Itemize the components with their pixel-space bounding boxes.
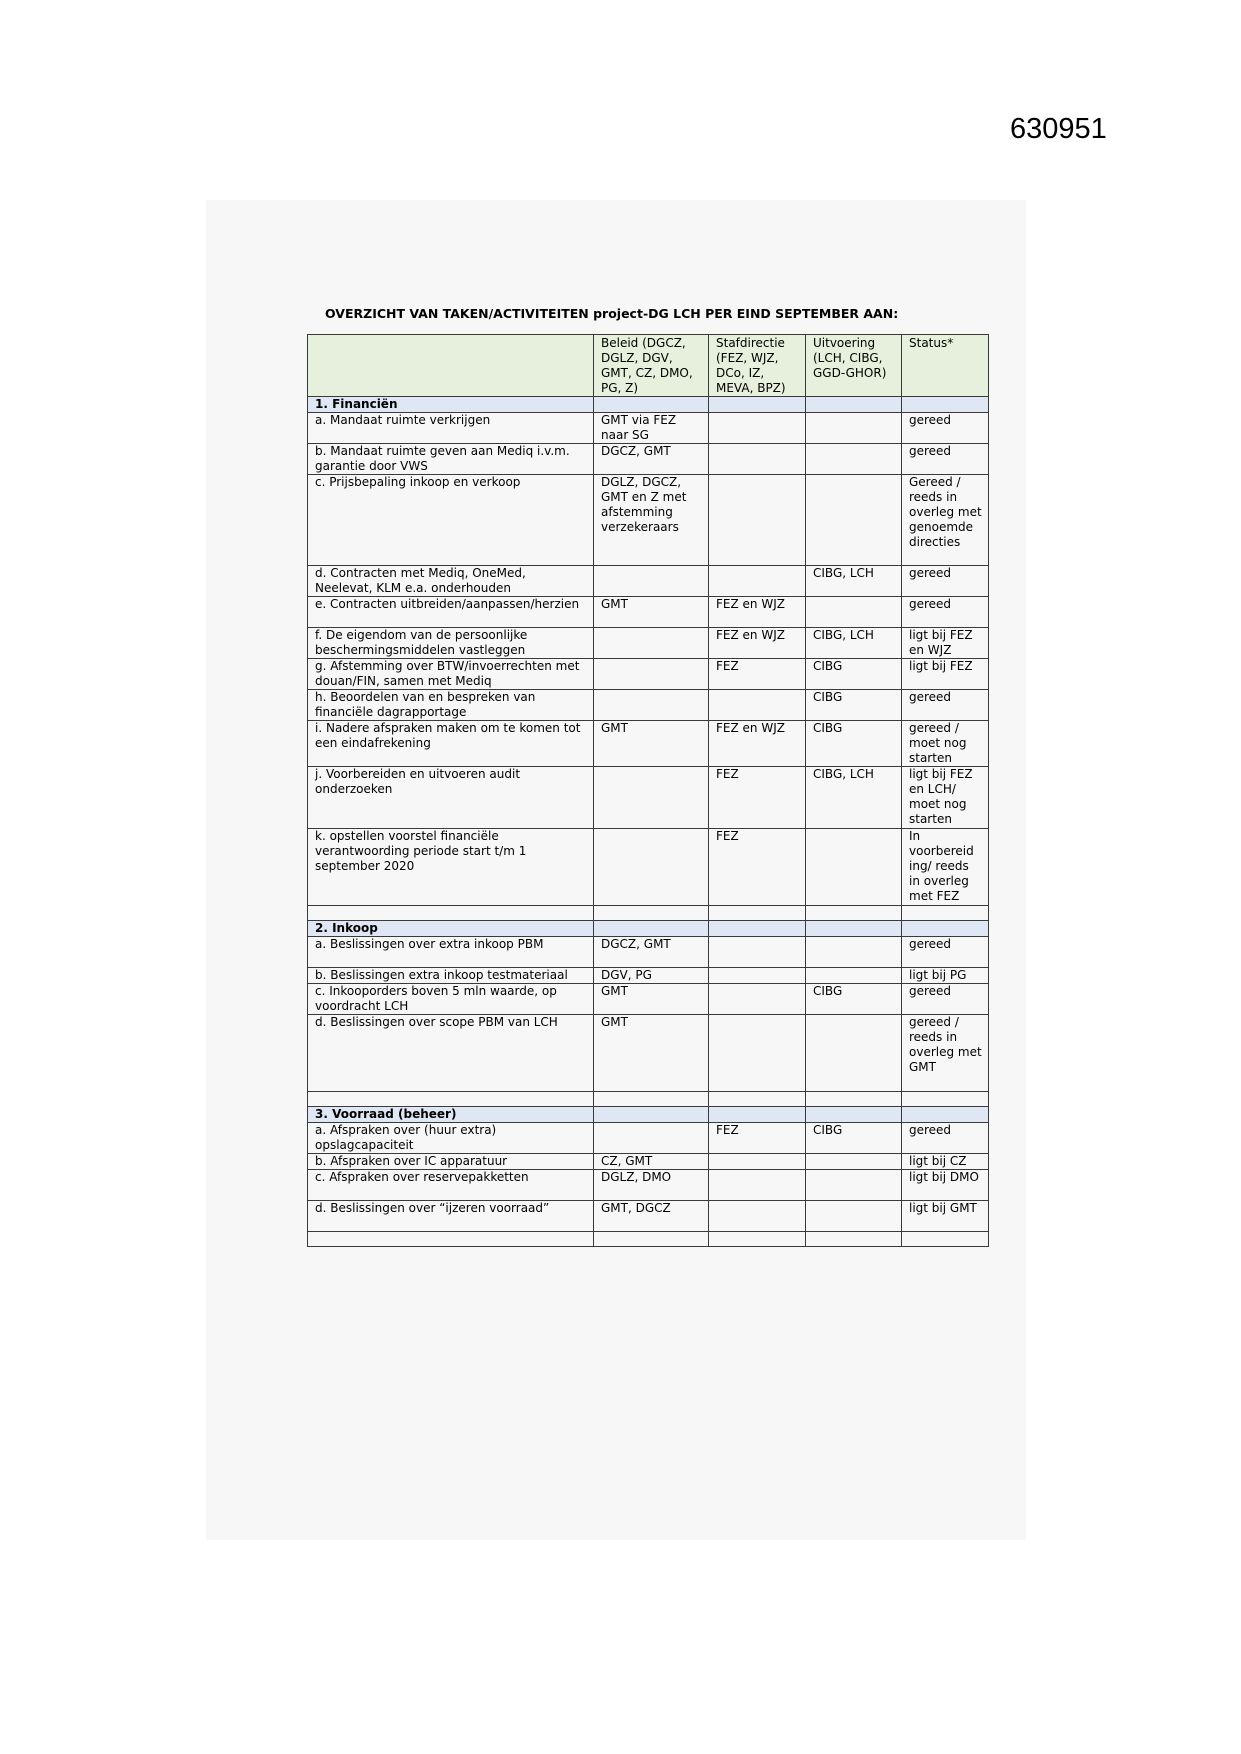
task-cell: i. Nadere afspraken maken om te komen tot een eindafrekening — [308, 721, 594, 767]
staf-cell — [709, 690, 806, 721]
table-row — [308, 1154, 989, 1170]
uitvoering-cell — [806, 444, 902, 475]
beleid-cell: DGV, PG — [594, 968, 709, 984]
staf-cell: FEZ — [709, 767, 806, 829]
table-row — [308, 444, 989, 475]
table-row — [308, 1123, 989, 1154]
task-cell: c. Prijsbepaling inkoop en verkoop — [308, 475, 594, 566]
table-row — [308, 984, 989, 1015]
uitvoering-cell: CIBG — [806, 984, 902, 1015]
staf-cell — [709, 566, 806, 597]
uitvoering-cell: CIBG — [806, 1123, 902, 1154]
status-cell: gereed / reeds in overleg met GMT — [902, 1015, 989, 1092]
uitvoering-cell: CIBG, LCH — [806, 767, 902, 829]
status-cell: gereed — [902, 566, 989, 597]
blank-row — [308, 906, 989, 921]
staf-cell — [709, 1154, 806, 1170]
blank-row — [308, 1092, 989, 1107]
staf-cell — [709, 444, 806, 475]
beleid-cell: GMT, DGCZ — [594, 1201, 709, 1232]
uitvoering-cell — [806, 597, 902, 628]
staf-cell — [709, 1015, 806, 1092]
table-row — [308, 690, 989, 721]
uitvoering-cell — [806, 829, 902, 906]
status-cell: ligt bij FEZ — [902, 659, 989, 690]
status-cell: gereed — [902, 937, 989, 968]
staf-cell: FEZ — [709, 1123, 806, 1154]
task-cell: a. Beslissingen over extra inkoop PBM — [308, 937, 594, 968]
beleid-cell: GMT via FEZ naar SG — [594, 413, 709, 444]
status-cell: ligt bij PG — [902, 968, 989, 984]
header-stafdirectie: Stafdirectie (FEZ, WJZ, DCo, IZ, MEVA, BPZ) — [709, 335, 806, 397]
document-number: 630951 — [1010, 113, 1107, 145]
staf-cell — [709, 413, 806, 444]
uitvoering-cell: CIBG — [806, 690, 902, 721]
section-title: 3. Voorraad (beheer) — [308, 1107, 594, 1123]
table-row — [308, 475, 989, 566]
task-cell: b. Mandaat ruimte geven aan Mediq i.v.m. garantie door VWS — [308, 444, 594, 475]
task-cell: b. Afspraken over IC apparatuur — [308, 1154, 594, 1170]
uitvoering-cell: CIBG — [806, 659, 902, 690]
header-task — [308, 335, 594, 397]
status-cell: ligt bij DMO — [902, 1170, 989, 1201]
table-row — [308, 659, 989, 690]
status-cell: gereed — [902, 444, 989, 475]
beleid-cell: DGCZ, GMT — [594, 937, 709, 968]
staf-cell — [709, 1201, 806, 1232]
header-status: Status* — [902, 335, 989, 397]
table-row — [308, 829, 989, 906]
uitvoering-cell — [806, 937, 902, 968]
section-title: 2. Inkoop — [308, 921, 594, 937]
staf-cell — [709, 1170, 806, 1201]
status-cell: Gereed / reeds in overleg met genoemde directies — [902, 475, 989, 566]
uitvoering-cell — [806, 475, 902, 566]
task-cell: f. De eigendom van de persoonlijke beschermingsmiddelen vastleggen — [308, 628, 594, 659]
status-cell: gereed — [902, 413, 989, 444]
beleid-cell — [594, 628, 709, 659]
table-row — [308, 1201, 989, 1232]
uitvoering-cell — [806, 1201, 902, 1232]
beleid-cell: DGLZ, DGCZ, GMT en Z met afstemming verzekeraars — [594, 475, 709, 566]
table-row — [308, 767, 989, 829]
task-cell: d. Beslissingen over scope PBM van LCH — [308, 1015, 594, 1092]
table-row — [308, 628, 989, 659]
status-cell: gereed — [902, 690, 989, 721]
task-cell: h. Beoordelen van en bespreken van financiële dagrapportage — [308, 690, 594, 721]
section-title: 1. Financiën — [308, 397, 594, 413]
table-row — [308, 1170, 989, 1201]
table-row — [308, 937, 989, 968]
status-cell: gereed — [902, 597, 989, 628]
task-overview-table — [307, 334, 989, 1247]
staf-cell: FEZ en WJZ — [709, 597, 806, 628]
staf-cell — [709, 937, 806, 968]
table-row — [308, 1015, 989, 1092]
status-cell: In voorbereid ing/ reeds in overleg met FEZ — [902, 829, 989, 906]
task-cell: c. Afspraken over reservepakketten — [308, 1170, 594, 1201]
beleid-cell — [594, 690, 709, 721]
status-cell: gereed / moet nog starten — [902, 721, 989, 767]
staf-cell: FEZ — [709, 829, 806, 906]
uitvoering-cell — [806, 1154, 902, 1170]
table-header-row — [308, 335, 989, 397]
table-row — [308, 721, 989, 767]
uitvoering-cell: CIBG — [806, 721, 902, 767]
status-cell: ligt bij GMT — [902, 1201, 989, 1232]
task-cell: e. Contracten uitbreiden/aanpassen/herzien — [308, 597, 594, 628]
status-cell: gereed — [902, 984, 989, 1015]
table-row — [308, 597, 989, 628]
task-cell: b. Beslissingen extra inkoop testmateriaal — [308, 968, 594, 984]
task-cell: j. Voorbereiden en uitvoeren audit onderzoeken — [308, 767, 594, 829]
status-cell: ligt bij CZ — [902, 1154, 989, 1170]
staf-cell — [709, 475, 806, 566]
beleid-cell — [594, 566, 709, 597]
status-cell: ligt bij FEZ en LCH/ moet nog starten — [902, 767, 989, 829]
beleid-cell: DGLZ, DMO — [594, 1170, 709, 1201]
beleid-cell: GMT — [594, 597, 709, 628]
header-uitvoering: Uitvoering (LCH, CIBG, GGD-GHOR) — [806, 335, 902, 397]
uitvoering-cell — [806, 1015, 902, 1092]
uitvoering-cell — [806, 413, 902, 444]
table-row — [308, 566, 989, 597]
uitvoering-cell: CIBG, LCH — [806, 628, 902, 659]
beleid-cell — [594, 767, 709, 829]
document-title: OVERZICHT VAN TAKEN/ACTIVITEITEN project-DG LCH PER EIND SEPTEMBER AAN: — [325, 306, 899, 321]
uitvoering-cell — [806, 968, 902, 984]
beleid-cell: GMT — [594, 984, 709, 1015]
uitvoering-cell — [806, 1170, 902, 1201]
staf-cell: FEZ en WJZ — [709, 721, 806, 767]
staf-cell — [709, 968, 806, 984]
section-row — [308, 1107, 989, 1123]
header-beleid: Beleid (DGCZ, DGLZ, DGV, GMT, CZ, DMO, PG, Z) — [594, 335, 709, 397]
staf-cell: FEZ — [709, 659, 806, 690]
task-cell: d. Contracten met Mediq, OneMed, Neelevat, KLM e.a. onderhouden — [308, 566, 594, 597]
task-cell: a. Afspraken over (huur extra) opslagcapaciteit — [308, 1123, 594, 1154]
staf-cell: FEZ en WJZ — [709, 628, 806, 659]
beleid-cell — [594, 829, 709, 906]
beleid-cell: GMT — [594, 1015, 709, 1092]
status-cell: ligt bij FEZ en WJZ — [902, 628, 989, 659]
beleid-cell — [594, 1123, 709, 1154]
staf-cell — [709, 984, 806, 1015]
task-cell: g. Afstemming over BTW/invoerrechten met douan/FIN, samen met Mediq — [308, 659, 594, 690]
table-row — [308, 968, 989, 984]
task-cell: a. Mandaat ruimte verkrijgen — [308, 413, 594, 444]
section-row — [308, 921, 989, 937]
uitvoering-cell: CIBG, LCH — [806, 566, 902, 597]
beleid-cell: CZ, GMT — [594, 1154, 709, 1170]
task-cell: k. opstellen voorstel financiële verantwoording periode start t/m 1 september 2020 — [308, 829, 594, 906]
task-cell: c. Inkooporders boven 5 mln waarde, op voordracht LCH — [308, 984, 594, 1015]
beleid-cell — [594, 659, 709, 690]
blank-row — [308, 1232, 989, 1247]
status-cell: gereed — [902, 1123, 989, 1154]
section-row — [308, 397, 989, 413]
table-row — [308, 413, 989, 444]
beleid-cell: GMT — [594, 721, 709, 767]
task-cell: d. Beslissingen over “ijzeren voorraad” — [308, 1201, 594, 1232]
beleid-cell: DGCZ, GMT — [594, 444, 709, 475]
